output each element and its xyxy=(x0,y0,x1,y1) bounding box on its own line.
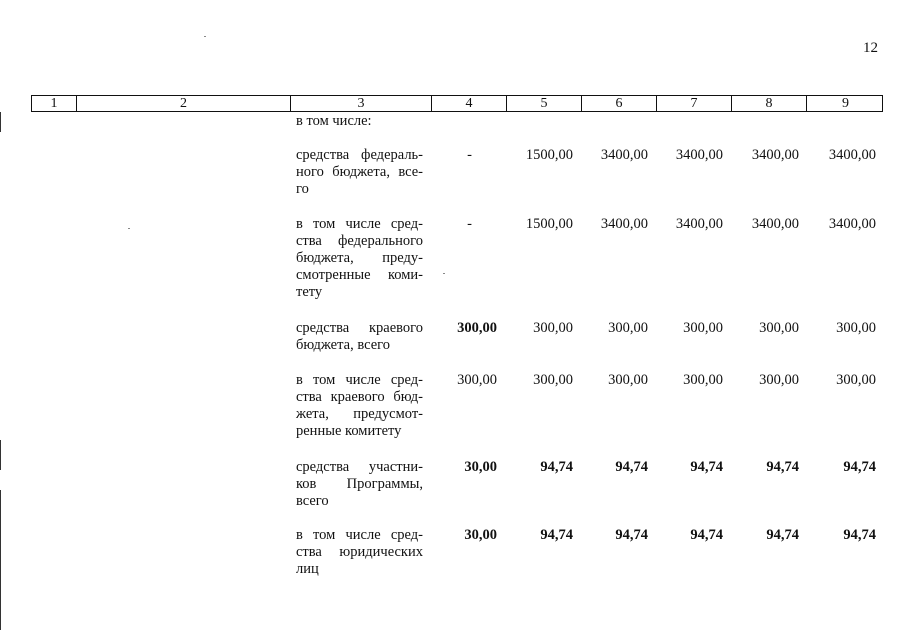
header-cell: 4 xyxy=(432,96,507,111)
row-label: средства участни-ков Программы, всего xyxy=(296,459,423,509)
row-label: средства краевого бюджета, всего xyxy=(296,320,423,353)
page-number: 12 xyxy=(863,40,878,56)
value-cell: 94,74 xyxy=(843,527,876,543)
value-cell: 30,00 xyxy=(464,527,497,543)
scan-border-mark xyxy=(0,440,1,470)
header-cell: 1 xyxy=(32,96,77,111)
value-cell: 300,00 xyxy=(836,372,876,388)
value-cell: 94,74 xyxy=(690,527,723,543)
value-cell: 94,74 xyxy=(766,459,799,475)
value-cell: 1500,00 xyxy=(525,216,573,232)
value-cell: 94,74 xyxy=(540,527,573,543)
value-cell: 3400,00 xyxy=(751,216,799,232)
value-cell: - xyxy=(467,147,472,163)
value-cell: 300,00 xyxy=(759,320,799,336)
value-cell: 300,00 xyxy=(836,320,876,336)
value-cell: 3400,00 xyxy=(600,216,648,232)
header-cell: 3 xyxy=(291,96,432,111)
value-cell: 94,74 xyxy=(690,459,723,475)
scan-speck xyxy=(204,36,206,37)
header-cell: 5 xyxy=(507,96,582,111)
scan-speck xyxy=(443,273,445,274)
scan-border-mark xyxy=(0,490,1,630)
value-cell: 300,00 xyxy=(683,320,723,336)
value-cell: 94,74 xyxy=(766,527,799,543)
scan-speck xyxy=(128,228,130,229)
value-cell: 3400,00 xyxy=(751,147,799,163)
value-cell: 30,00 xyxy=(464,459,497,475)
value-cell: 300,00 xyxy=(457,372,497,388)
value-cell: 94,74 xyxy=(615,527,648,543)
value-cell: 300,00 xyxy=(533,320,573,336)
value-cell: 3400,00 xyxy=(600,147,648,163)
header-cell: 7 xyxy=(657,96,732,111)
row-label: в том числе сред-ства краевого бюд-жета, предусмот-ренные комитету xyxy=(296,372,423,439)
value-cell: 94,74 xyxy=(615,459,648,475)
intro-text: в том числе: xyxy=(296,113,372,129)
value-cell: 300,00 xyxy=(608,372,648,388)
value-cell: - xyxy=(467,216,472,232)
row-label: средства федераль-ного бюджета, все-го xyxy=(296,147,423,197)
header-cell: 2 xyxy=(77,96,291,111)
value-cell: 3400,00 xyxy=(675,147,723,163)
value-cell: 300,00 xyxy=(683,372,723,388)
table-header-row xyxy=(31,95,883,112)
row-label: в том числе сред-ства федерального бюджета, преду-смотренные коми-тету xyxy=(296,216,423,300)
value-cell: 1500,00 xyxy=(525,147,573,163)
value-cell: 300,00 xyxy=(759,372,799,388)
value-cell: 94,74 xyxy=(540,459,573,475)
value-cell: 3400,00 xyxy=(828,147,876,163)
value-cell: 3400,00 xyxy=(828,216,876,232)
header-cell: 9 xyxy=(842,96,849,111)
value-cell: 300,00 xyxy=(533,372,573,388)
value-cell: 300,00 xyxy=(457,320,497,336)
header-cell: 6 xyxy=(582,96,657,111)
value-cell: 3400,00 xyxy=(675,216,723,232)
value-cell: 300,00 xyxy=(608,320,648,336)
scan-border-mark xyxy=(0,112,1,132)
row-label: в том числе сред-ства юридических лиц xyxy=(296,527,423,577)
header-cell: 8 xyxy=(732,96,807,111)
value-cell: 94,74 xyxy=(843,459,876,475)
